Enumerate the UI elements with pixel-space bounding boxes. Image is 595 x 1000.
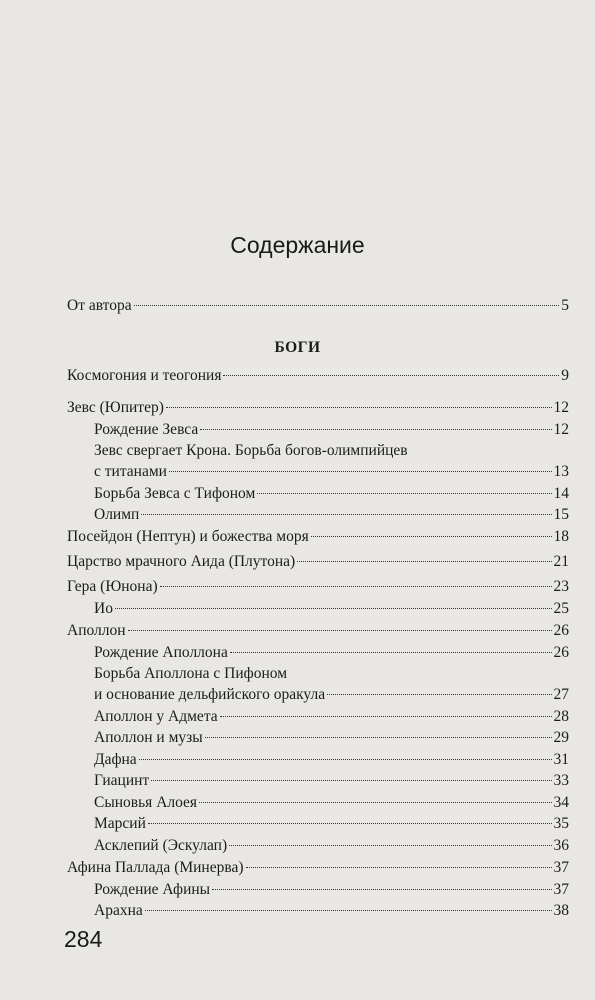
page-number: 284 [64, 926, 103, 952]
dot-leader [128, 630, 552, 631]
toc-entry-title: Царство мрачного Аида (Плутона) [67, 553, 296, 570]
dot-leader [223, 375, 559, 376]
toc-entry-page: 37 [553, 881, 569, 898]
dot-leader [297, 561, 551, 562]
toc-entry-hades[interactable] [67, 552, 569, 572]
dot-leader [200, 429, 551, 430]
toc-entry-title: Аполлон и музы [94, 729, 203, 746]
toc-entry-hyacinth[interactable] [94, 771, 569, 791]
toc-entry-title: Рождение Афины [94, 881, 211, 898]
toc-entry-zeus-birth[interactable] [94, 420, 569, 440]
toc-entry-apollo[interactable] [67, 621, 569, 641]
toc-entry-title: и основание дельфийского оракула [94, 686, 326, 703]
toc-entry-olympus[interactable] [94, 505, 569, 525]
dot-leader [141, 514, 551, 515]
toc-entry-title: Арахна [94, 902, 143, 919]
toc-entry-daphne[interactable] [94, 750, 569, 770]
dot-leader [139, 759, 552, 760]
toc-entry-zeus-typhon[interactable] [94, 484, 569, 504]
toc-entry-athena-birth[interactable] [94, 880, 569, 900]
toc-entry-zeus-kronos[interactable] [94, 462, 569, 482]
dot-leader [145, 910, 552, 911]
toc-entry-title: Зевс (Юпитер) [67, 399, 164, 416]
toc-entry-page: 5 [561, 297, 569, 314]
dot-leader [160, 586, 552, 587]
dot-leader [169, 471, 552, 472]
toc-entry-page: 25 [553, 600, 569, 617]
toc-entry-page: 28 [553, 708, 569, 725]
toc-entry-page: 33 [553, 772, 569, 789]
toc-entry-apollo-birth[interactable] [94, 643, 569, 663]
toc-entry-apollo-admetus[interactable] [94, 707, 569, 727]
toc-entry-title: Дафна [94, 751, 137, 768]
toc-entry-title: Асклепий (Эскулап) [94, 837, 228, 854]
toc-entry-aloadae[interactable] [94, 793, 569, 813]
toc-entry-arachne[interactable] [94, 901, 569, 921]
dot-leader [199, 802, 551, 803]
section-heading: БОГИ [274, 339, 321, 356]
toc-entry-marsyas[interactable] [94, 814, 569, 834]
toc-entry-page: 37 [553, 859, 569, 876]
dot-leader [220, 716, 552, 717]
toc-entry-title: Сыновья Алоея [94, 794, 198, 811]
toc-entry-title: Гиацинт [94, 772, 150, 789]
toc-entry-io[interactable] [94, 599, 569, 619]
toc-entry-asclepius[interactable] [94, 836, 569, 856]
toc-entry-page: 35 [553, 815, 569, 832]
dot-leader [327, 694, 551, 695]
toc-entry-page: 13 [553, 463, 569, 480]
toc-entry-apollo-python[interactable] [94, 685, 569, 705]
toc-entry-title: От автора [67, 297, 132, 314]
toc-entry-page: 12 [553, 399, 569, 416]
dot-leader [166, 407, 552, 408]
toc-entry-title-line1: Борьба Аполлона с Пифоном [94, 665, 288, 682]
toc-entry-page: 29 [553, 729, 569, 746]
toc-entry-page: 23 [553, 578, 569, 595]
toc-entry-title-line1: Зевс свергает Крона. Борьба богов-олимпийцев [94, 442, 408, 459]
toc-entry-page: 21 [553, 553, 569, 570]
toc-entry-title: Рождение Зевса [94, 421, 199, 438]
toc-entry-title: Космогония и теогония [67, 367, 222, 384]
toc-entry-zeus[interactable] [67, 398, 569, 418]
toc-entry-title: Марсий [94, 815, 146, 832]
dot-leader [246, 867, 552, 868]
toc-entry-apollo-muses[interactable] [94, 728, 569, 748]
toc-entry-title: Борьба Зевса с Тифоном [94, 485, 256, 502]
toc-entry-page: 38 [553, 902, 569, 919]
toc-entry-title: с титанами [94, 463, 167, 480]
toc-entry-title: Рождение Аполлона [94, 644, 228, 661]
dot-leader [205, 737, 552, 738]
toc-entry-page: 15 [553, 506, 569, 523]
toc-entry-page: 27 [553, 686, 569, 703]
toc-entry-cosmogony[interactable] [67, 366, 569, 386]
dot-leader [134, 305, 560, 306]
toc-entry-page: 26 [553, 622, 569, 639]
toc-entry-page: 31 [553, 751, 569, 768]
dot-leader [151, 780, 551, 781]
dot-leader [229, 845, 551, 846]
page-title: Содержание [230, 232, 365, 258]
toc-entry-hera[interactable] [67, 577, 569, 597]
toc-entry-page: 18 [553, 528, 569, 545]
dot-leader [257, 493, 551, 494]
dot-leader [212, 889, 551, 890]
dot-leader [148, 823, 552, 824]
toc-entry-page: 26 [553, 644, 569, 661]
toc-entry-title: Аполлон у Адмета [94, 708, 218, 725]
toc-entry-title: Афина Паллада (Минерва) [67, 859, 244, 876]
dot-leader [311, 536, 552, 537]
toc-entry-page: 12 [553, 421, 569, 438]
toc-entry-athena[interactable] [67, 858, 569, 878]
toc-entry-page: 36 [553, 837, 569, 854]
toc-entry-page: 34 [553, 794, 569, 811]
toc-entry-ot-avtora[interactable] [67, 296, 569, 316]
toc-entry-title: Гера (Юнона) [67, 578, 158, 595]
dot-leader [230, 652, 552, 653]
dot-leader [115, 608, 552, 609]
toc-entry-title: Олимп [94, 506, 140, 523]
toc-entry-page: 14 [553, 485, 569, 502]
toc-entry-page: 9 [561, 367, 569, 384]
toc-entry-title: Ио [94, 600, 113, 617]
toc-entry-poseidon[interactable] [67, 527, 569, 547]
toc-entry-title: Аполлон [67, 622, 126, 639]
toc-entry-title: Посейдон (Нептун) и божества моря [67, 528, 309, 545]
